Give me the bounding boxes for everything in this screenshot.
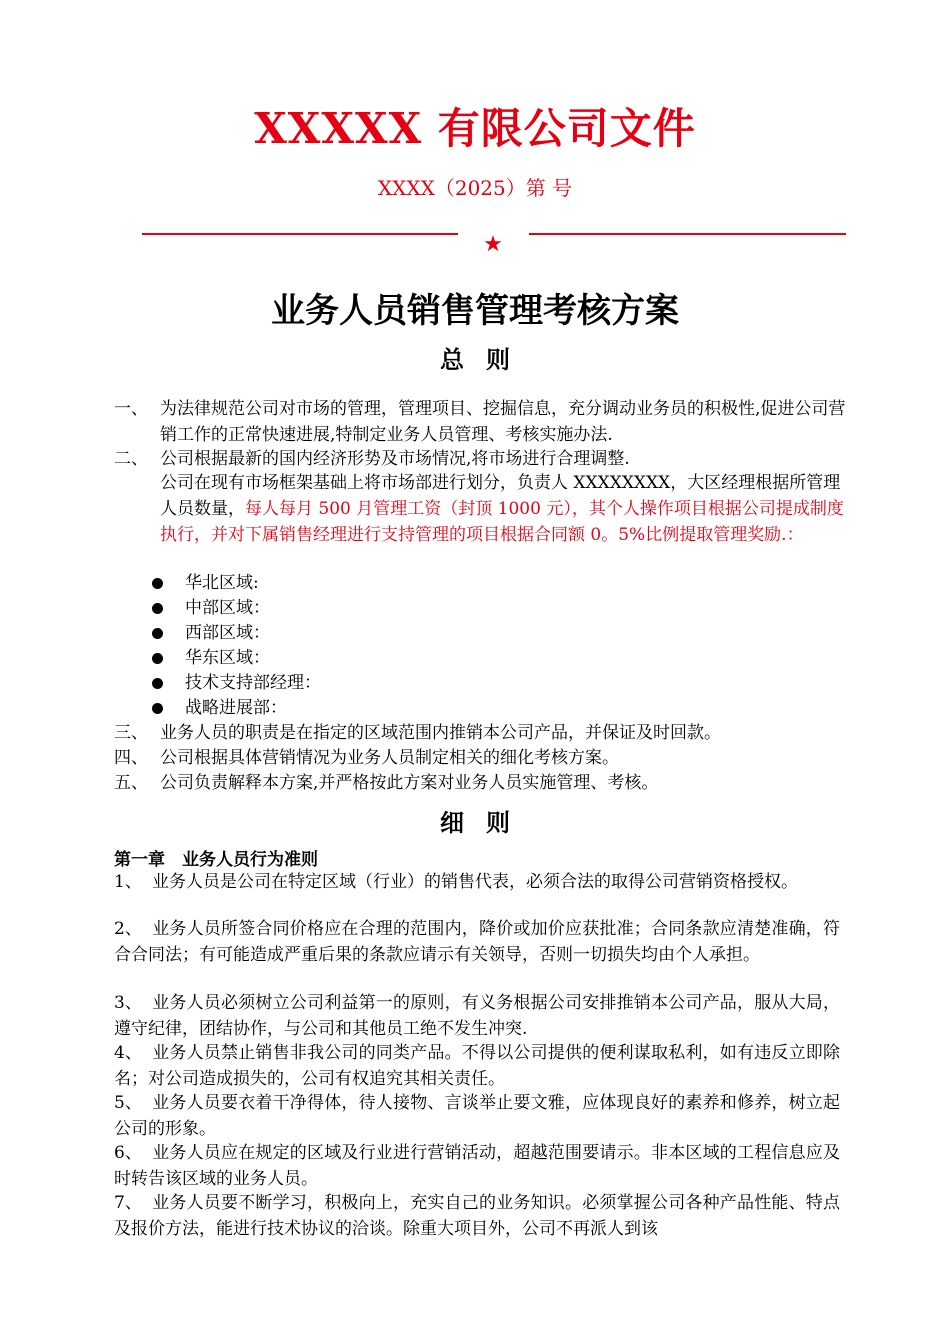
rule-item-1	[114, 869, 840, 895]
rule-item-3	[114, 990, 840, 1042]
bullet-icon	[152, 703, 163, 714]
rule-number: 3、	[114, 993, 142, 1013]
rule-number: 5、	[114, 1093, 142, 1113]
bullet-icon	[152, 628, 163, 639]
bullet-region-east	[152, 645, 552, 671]
document-title: 业务人员销售管理考核方案	[271, 291, 679, 331]
rule-text: 业务人员要不断学习，积极向上，充实自己的业务知识。必须掌握公司各种产品性能、特点及报价方法，能进行技术协议的洽谈。除重大项目外，公司不再派人到该	[114, 1193, 840, 1239]
bullet-icon	[152, 578, 163, 589]
rule-number: 7、	[114, 1193, 142, 1213]
bullet-text: 华东区域：	[185, 648, 270, 668]
bullet-icon	[152, 653, 163, 664]
item-text: 业务人员的职责是在指定的区域范围内推销本公司产品，并保证及时回款。	[160, 723, 721, 743]
bullet-region-north	[152, 570, 552, 596]
item-text: 为法律规范公司对市场的管理，管理项目、挖掘信息，充分调动业务员的积极性,促进公司营销工作的正常快速进展,特制定业务人员管理、考核实施办法.	[160, 399, 846, 445]
rule-item-6	[114, 1140, 840, 1192]
bullet-text: 华北区域:	[185, 573, 259, 593]
bullet-text: 中部区域：	[185, 598, 270, 618]
item-number: 三、	[114, 723, 148, 743]
chapter-heading: 第一章 业务人员行为准则	[114, 850, 318, 870]
bullet-strategy	[152, 695, 552, 721]
bullet-icon	[152, 678, 163, 689]
item-text: 公司根据最新的国内经济形势及市场情况,将市场进行合理调整.	[160, 449, 630, 469]
star-icon: ★	[483, 232, 503, 257]
bullet-text: 技术支持部经理：	[185, 673, 321, 693]
rule-number: 4、	[114, 1043, 142, 1063]
item-number: 一、	[114, 399, 148, 419]
rule-number: 1、	[114, 872, 142, 892]
rule-number: 6、	[114, 1143, 142, 1163]
general-item-3	[114, 720, 849, 746]
letterhead-rule-right	[529, 233, 846, 235]
rule-number: 2、	[114, 919, 142, 939]
rule-text: 业务人员所签合同价格应在合理的范围内，降价或加价应获批准；合同条款应清楚准确，符合合同法；有可能造成严重后果的条款应请示有关领导，否则一切损失均由个人承担。	[114, 919, 840, 965]
general-item-5	[114, 770, 849, 796]
bullet-region-west	[152, 620, 552, 646]
rule-text: 业务人员必须树立公司利益第一的原则，有义务根据公司安排推销本公司产品，服从大局，遵守纪律，团结协作，与公司和其他员工绝不发生冲突.	[114, 993, 840, 1039]
market-division-paragraph	[160, 470, 849, 548]
general-item-1	[114, 396, 849, 448]
item-number: 五、	[114, 773, 148, 793]
item-number: 二、	[114, 449, 148, 469]
rule-item-7	[114, 1190, 840, 1242]
letterhead-rule-left	[142, 233, 458, 235]
section-heading-general: 总则	[440, 345, 532, 374]
bullet-region-central	[152, 595, 552, 621]
general-item-2	[114, 446, 849, 472]
item-text: 公司根据具体营销情况为业务人员制定相关的细化考核方案。	[160, 748, 619, 768]
item-number: 四、	[114, 748, 148, 768]
rule-text: 业务人员是公司在特定区域（行业）的销售代表，必须合法的取得公司营销资格授权。	[152, 872, 798, 892]
letterhead-title: XXXXX 有限公司文件	[254, 104, 696, 153]
paragraph-highlight-text: 每人每月 500 月管理工资（封顶 1000 元），其个人操作项目根据公司提成制度执行，并对下属销售经理进行支持管理的项目根据合同额 0。5%比例提取管理奖励.：	[160, 499, 844, 545]
rule-item-4	[114, 1040, 840, 1092]
rule-item-2	[114, 916, 840, 968]
bullet-tech-support	[152, 670, 552, 696]
item-text: 公司负责解释本方案,并严格按此方案对业务人员实施管理、考核。	[160, 773, 659, 793]
rule-item-5	[114, 1090, 840, 1142]
rule-text: 业务人员禁止销售非我公司的同类产品。不得以公司提供的便利谋取私利，如有违反立即除名；对公司造成损失的，公司有权追究其相关责任。	[114, 1043, 840, 1089]
bullet-icon	[152, 603, 163, 614]
section-heading-details: 细则	[440, 808, 532, 837]
paragraph-text: 公司在现有市场框架基础上将市场部进行划分，负责人 XXXXXXXX，大区经理根据所管理人员数量，	[160, 473, 841, 519]
rule-text: 业务人员应在规定的区域及行业进行营销活动，超越范围要请示。非本区域的工程信息应及时转告该区域的业务人员。	[114, 1143, 840, 1189]
document-number: XXXX（2025）第 号	[377, 176, 573, 200]
bullet-text: 战略进展部：	[185, 698, 287, 718]
rule-text: 业务人员要衣着干净得体，待人接物、言谈举止要文雅，应体现良好的素养和修养，树立起公司的形象。	[114, 1093, 840, 1139]
general-item-4	[114, 745, 849, 771]
bullet-text: 西部区域：	[185, 623, 270, 643]
